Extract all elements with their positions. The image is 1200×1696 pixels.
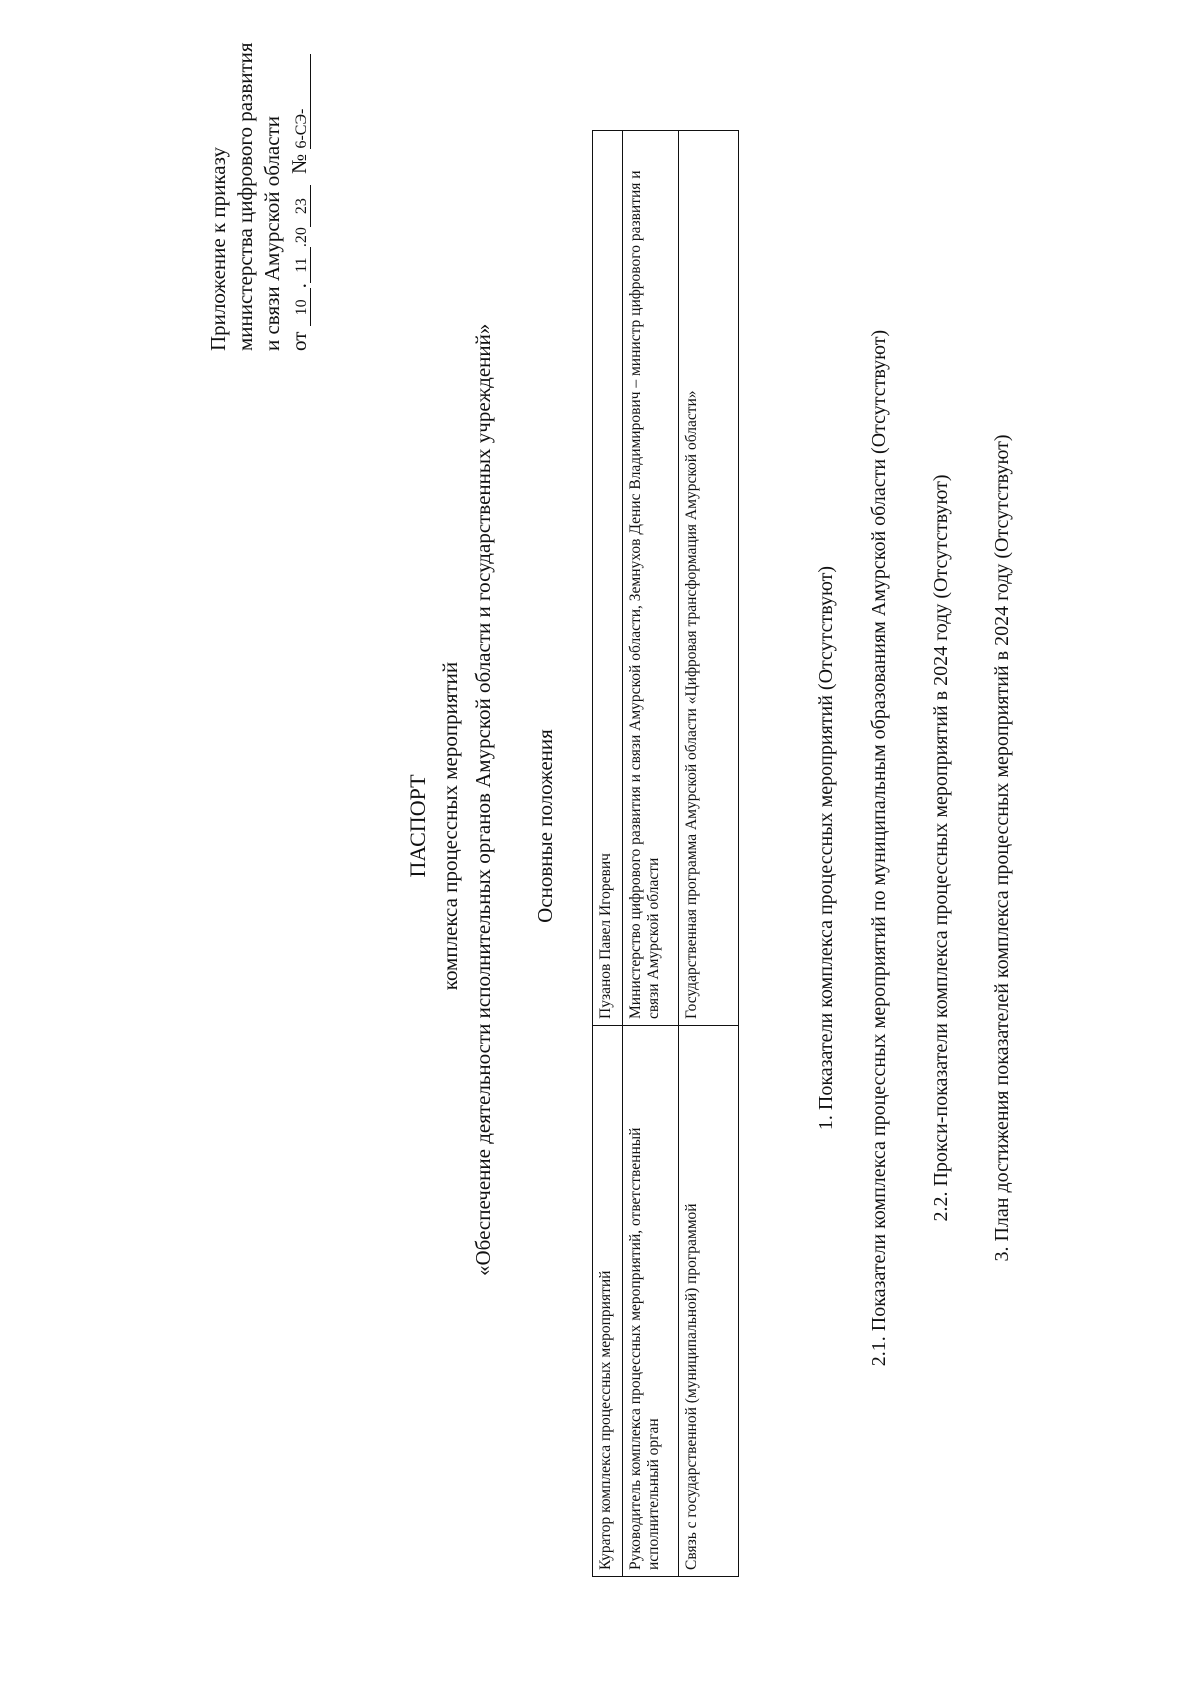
table-cell-value: Государственная программа Амурской области «Цифровая трансформация Амурской области»	[678, 131, 738, 1026]
number-prefix: №	[286, 153, 311, 174]
document-subtitle: комплекса процессных мероприятий	[438, 661, 462, 991]
section-heading: Основные положения	[533, 729, 557, 923]
table-cell-label: Куратор комплекса процессных мероприятий	[593, 1026, 623, 1577]
date-month: 11	[294, 247, 312, 283]
table-cell-label: Связь с государственной (муниципальной) программой	[678, 1026, 738, 1577]
table-cell-value: Пузанов Павел Игоревич	[593, 131, 623, 1026]
appendix-line-3: и связи Амурской области	[259, 116, 284, 351]
section-municipal-indicators: 2.1. Показатели комплекса процессных мероприятий по муниципальным образованиям Амурской области (Отсутствуют)	[868, 329, 890, 1367]
date-year: 23	[294, 185, 312, 227]
appendix-line-1: Приложение к приказу	[206, 147, 230, 351]
table-row	[622, 131, 678, 1577]
appendix-date-line	[286, 0, 313, 351]
table-cell-label: Руководитель комплекса процессных мероприятий, ответственный исполнительный орган	[622, 1026, 678, 1577]
date-prefix: от	[286, 331, 311, 351]
date-century: .20	[292, 227, 310, 248]
appendix-line-2: министерства цифрового развития	[232, 42, 257, 351]
document-title: ПАСПОРТ	[405, 774, 430, 878]
table-cell-value: Министерство цифрового развития и связи Амурской области, Земнухов Денис Владимирович – министр цифрового развития и связи Амурской области	[622, 131, 678, 1026]
date-separator: .	[286, 283, 311, 289]
order-number: 6-СЭ-	[294, 54, 312, 149]
table-row	[593, 131, 623, 1577]
section-plan: 3. План достижения показателей комплекса процессных мероприятий в 2024 году (Отсутствуют)	[991, 434, 1013, 1262]
document-subtitle-name: «Обеспечение деятельности исполнительных органов Амурской области и государственных учреждений»	[471, 323, 495, 1276]
appendix-block	[205, 0, 313, 351]
section-proxy-indicators: 2.2. Прокси-показатели комплекса процессных мероприятий в 2024 году (Отсутствуют)	[930, 474, 952, 1222]
main-provisions-table	[592, 130, 739, 1577]
table-row	[678, 131, 738, 1577]
section-indicators: 1. Показатели комплекса процессных мероприятий (Отсутствуют)	[815, 565, 837, 1131]
date-day: 10	[294, 288, 312, 326]
